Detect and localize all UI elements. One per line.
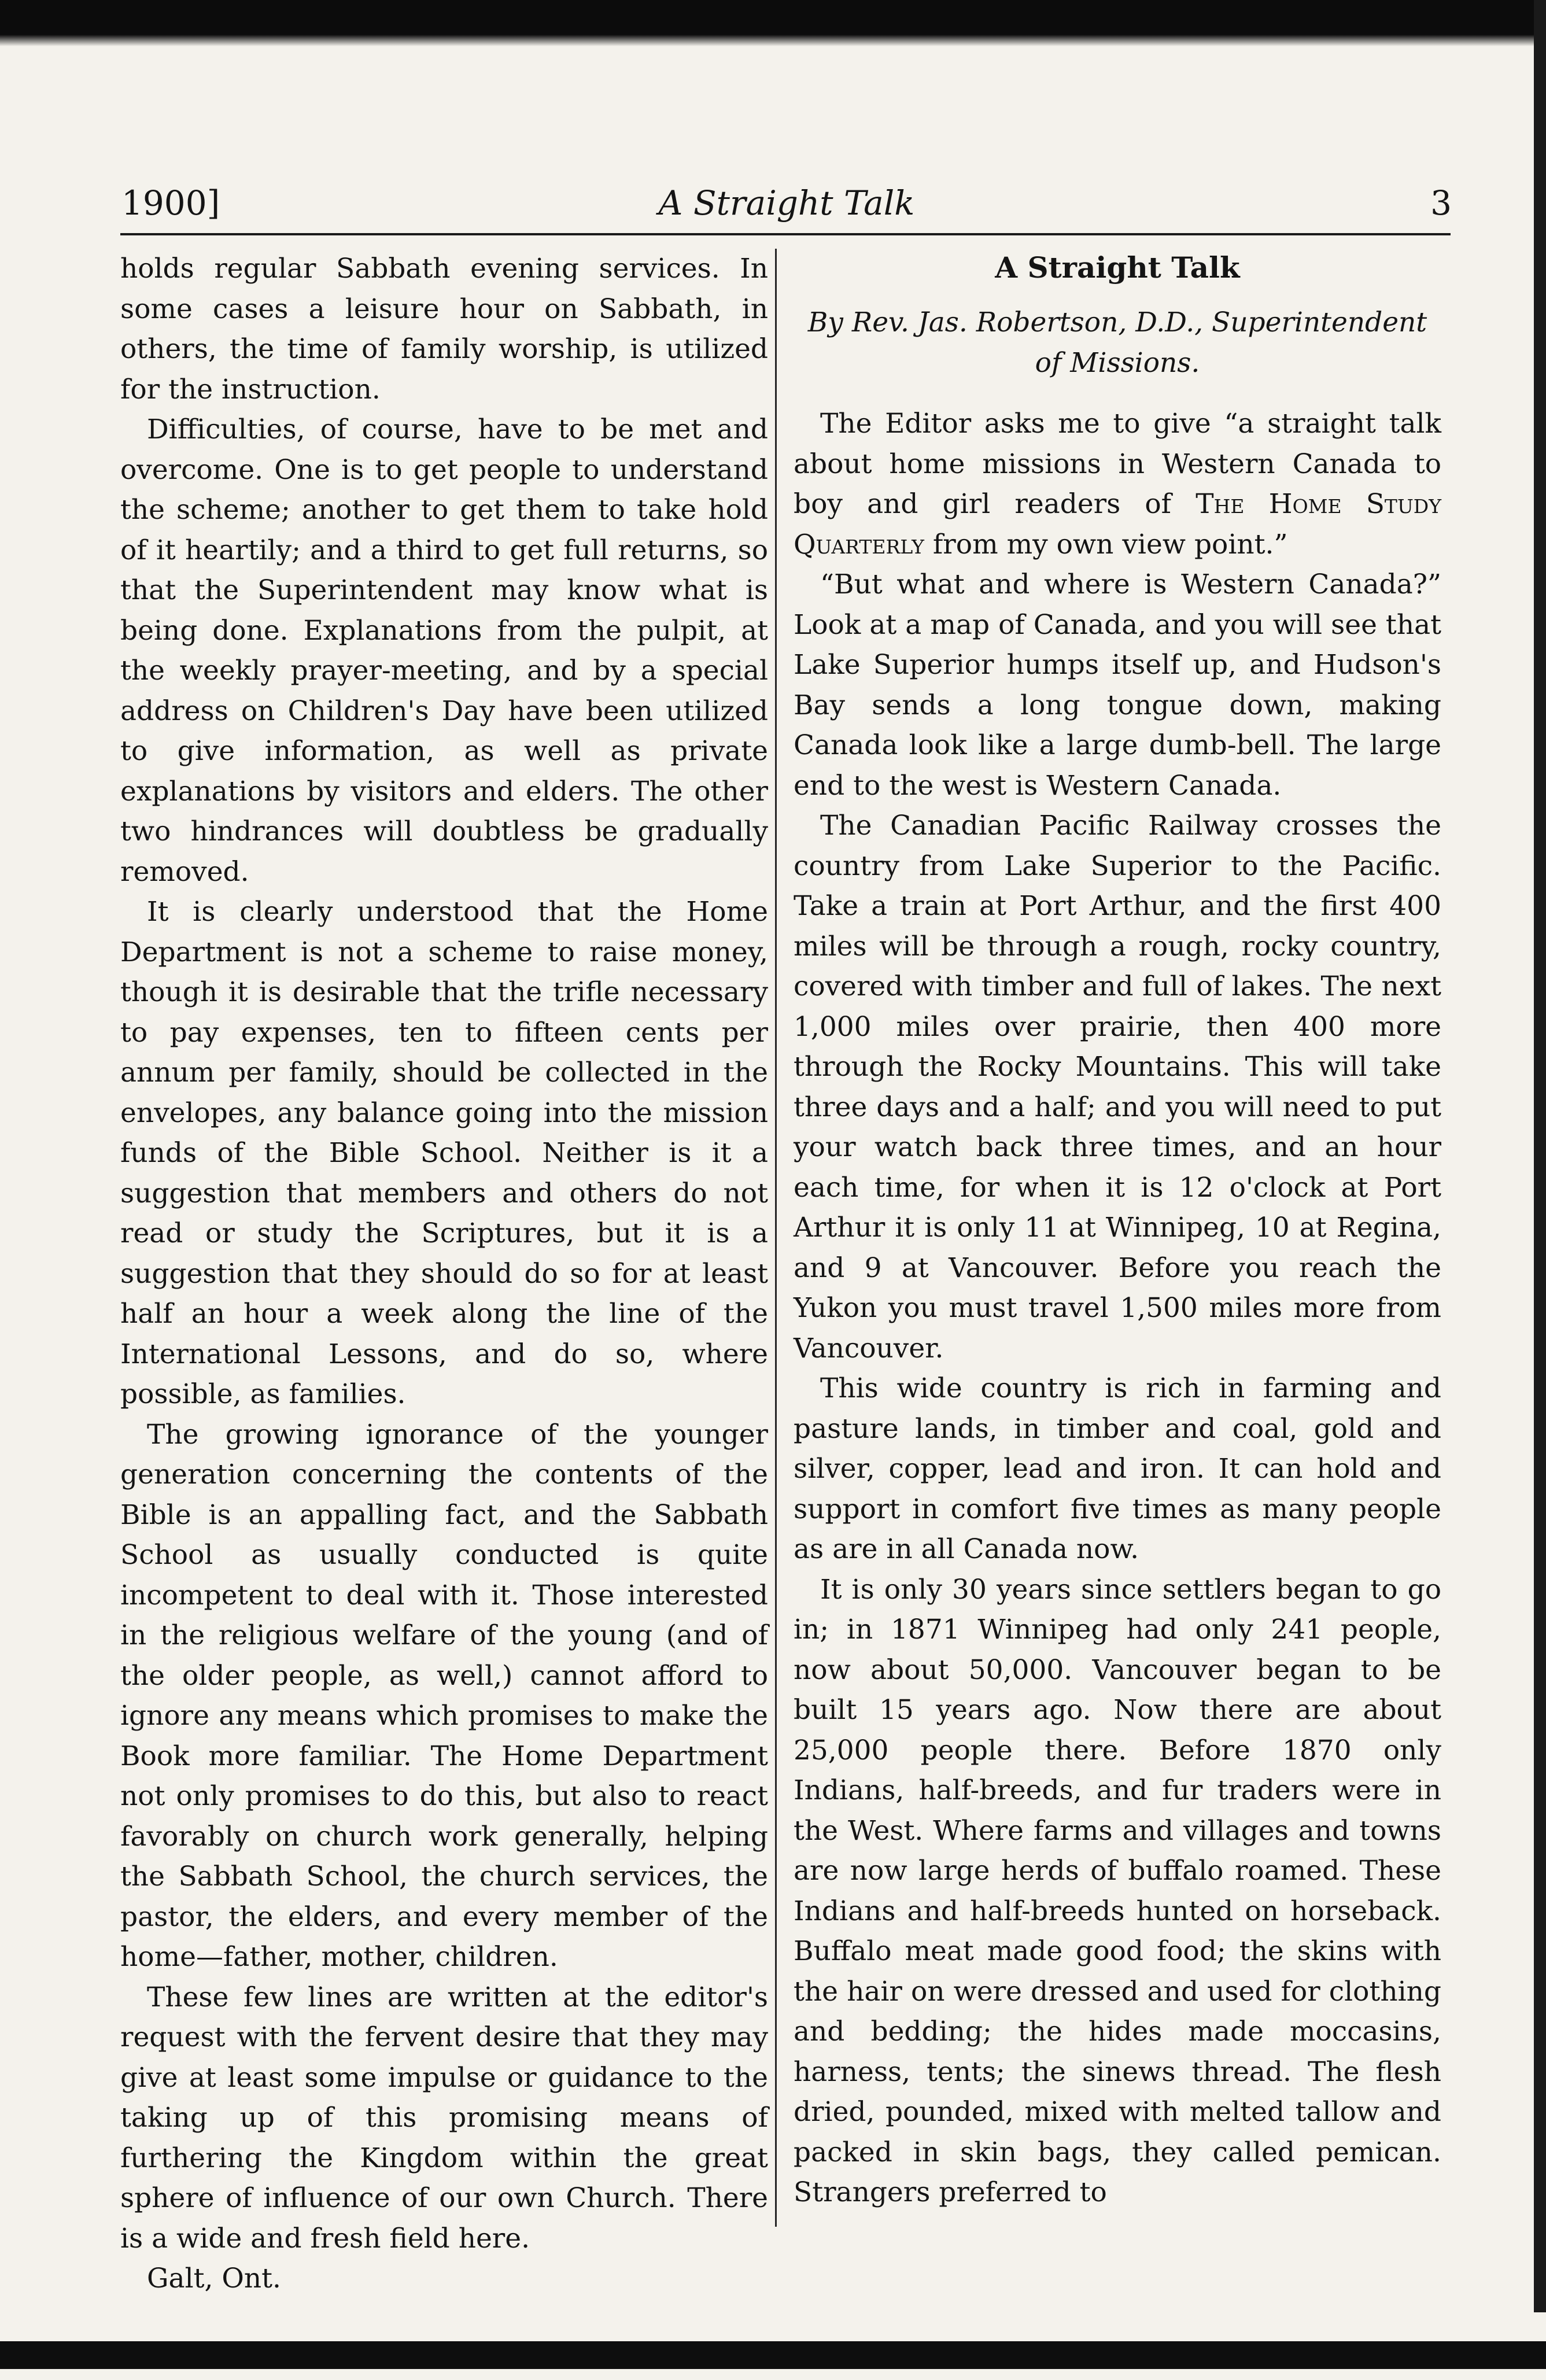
paragraph: “But what and where is Western Canada?” Look at a map of Canada, and you will see that Lake Superior humps itself up, and Hudson's Bay sends a long tongue down, making Canada look like a large dumb-bell. The large end to the west is Western Canada. (794, 569, 1441, 802)
paragraph (794, 404, 1441, 564)
paragraph: It is clearly understood that the Home Department is not a scheme to raise money, though it is desirable that the trifle necessary to pay expenses, ten to fifteen cents per annum per family, should be collected in the envelopes, any balance going into the mission funds of the Bible School. Neither is it a suggestion that members and others do not read or study the Scriptures, but it is a suggestion that they should do so for at least half an hour a week along the line of the International Lessons, and do so, where possible, as families. (120, 896, 768, 1410)
scan-border-bottom (0, 2341, 1546, 2369)
paragraph: These few lines are written at the editor's request with the fervent desire that they may give at least some impulse or guidance to the taking up of this promising means of furthering the Kingdom within the great sphere of influence of our own Church. There is a wide and fresh field here. (120, 1981, 768, 2254)
paragraph: It is only 30 years since settlers began to go in; in 1871 Winnipeg had only 241 people, now about 50,000. Vancouver began to be built 15 years ago. Now there are about 25,000 people there. Before 1870 only Indians, half-breeds, and fur traders were in the West. Where farms and villages and towns are now large herds of buffalo roamed. These Indians and half-breeds hunted on horseback. Buffalo meat made good food; the skins with the hair on were dressed and used for clothing and bedding; the hides made moccasins, harness, tents; the sinews thread. The flesh dried, pounded, mixed with melted tallow and packed in skin bags, they called pemican. Strangers preferred to (794, 1573, 1441, 2208)
paragraph: The Canadian Pacific Railway crosses the country from Lake Superior to the Pacific. Take a train at Port Arthur, and the first 400 miles will be through a rough, rocky country, covered with timber and full of lakes. The next 1,000 miles over prairie, then 400 more through the Rocky Mountains. This will take three days and a half; and you will need to put your watch back three times, and an hour each time, for when it is 12 o'clock at Port Arthur it is only 11 at Winnipeg, 10 at Regina, and 9 at Vancouver. Before you reach the Yukon you must travel 1,500 miles more from Vancouver. (794, 810, 1441, 1364)
journal-name: The Home Study Quarterly (794, 488, 1442, 560)
right-column (794, 249, 1441, 2213)
page-number: 3 (1430, 183, 1452, 223)
running-header (121, 183, 1452, 231)
signoff-place: Galt, Ont. (147, 2263, 281, 2294)
scan-border-top-shadow (0, 35, 1546, 46)
paragraph-text: from my own view point.” (924, 528, 1288, 560)
paragraph: The growing ignorance of the younger generation concerning the contents of the Bible is an appalling fact, and the Sabbath School as usually conducted is quite incompetent to deal with it. Those interested in the religious welfare of the young (and of the older people, as well,) cannot afford to ignore any means which promises to make the Book more familiar. The Home Department not only promises to do this, but also to react favorably on church work generally, helping the Sabbath School, the church services, the pastor, the elders, and every member of the home—father, mother, children. (120, 1418, 768, 1973)
paragraph: This wide country is rich in farming and pasture lands, in timber and coal, gold and silver, copper, lead and iron. It can hold and support in comfort five times as many people as are in all Canada now. (794, 1372, 1441, 1565)
column-divider (775, 249, 777, 2227)
paragraph-text: The Editor asks me to give “a straight talk about home missions in Western Canada to boy and girl readers of (794, 408, 1441, 520)
running-title: A Straight Talk (658, 183, 915, 223)
byline: By Rev. Jas. Robertson, D.D., Superintendent of Missions. (807, 307, 1427, 379)
article-title: A Straight Talk (995, 250, 1240, 285)
paragraph: holds regular Sabbath evening services. In some cases a leisure hour on Sabbath, in others, the time of family worship, is utilized for the instruction. (120, 253, 768, 405)
header-rule (120, 233, 1451, 235)
paragraph: Difficulties, of course, have to be met and overcome. One is to get people to understand the scheme; another to get them to take hold of it heartily; and a third to get full returns, so that the Superintendent may know what is being done. Explanations from the pulpit, at the weekly prayer-meeting, and by a special address on Children's Day have been utilized to give information, as well as private explanations by visitors and elders. The other two hindrances will doubtless be gradually removed. (120, 414, 768, 888)
header-year: 1900] (121, 183, 220, 223)
left-column (120, 249, 768, 2299)
scan-border-top (0, 0, 1546, 35)
scan-border-right (1534, 0, 1546, 2380)
